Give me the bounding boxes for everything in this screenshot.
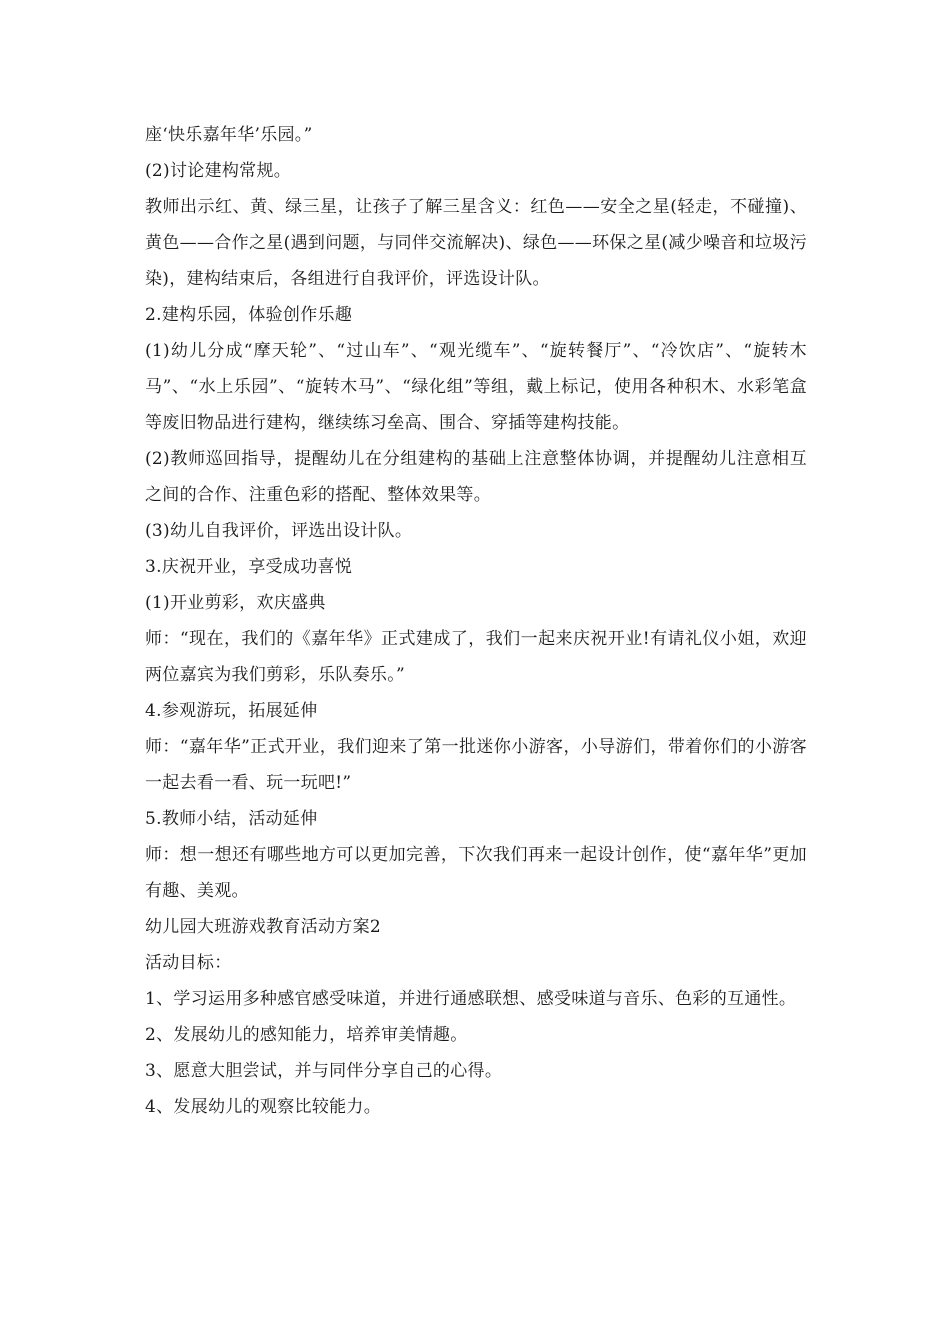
paragraph-teacher-speech-opening: 师：“现在，我们的《嘉年华》正式建成了，我们一起来庆祝开业!有请礼仪小姐，欢迎两位嘉宾为我们剪彩，乐队奏乐。” (145, 629, 807, 685)
section-heading-build: 2.建构乐园，体验创作乐趣 (145, 305, 353, 325)
plan-title-2: 幼儿园大班游戏教育活动方案2 (145, 917, 382, 937)
document-body (145, 117, 807, 1125)
section-heading-celebrate: 3.庆祝开业，享受成功喜悦 (145, 557, 353, 577)
paragraph-three-stars: 教师出示红、黄、绿三星，让孩子了解三星含义：红色——安全之星(轻走，不碰撞)、黄色——合作之星(遇到问题，与同伴交流解决)、绿色——环保之星(减少噪音和垃圾污染)，建构结束后，各组进行自我评价，评选设计队。 (145, 197, 807, 289)
goal-item-2: 2、发展幼儿的感知能力，培养审美情趣。 (145, 1025, 468, 1045)
paragraph-teacher-speech-visit: 师：“嘉年华”正式开业，我们迎来了第一批迷你小游客，小导游们，带着你们的小游客一起去看一看、玩一玩吧!” (145, 737, 807, 793)
goal-item-4: 4、发展幼儿的观察比较能力。 (145, 1097, 382, 1117)
paragraph-teacher-guidance: (2)教师巡回指导，提醒幼儿在分组建构的基础上注意整体协调，并提醒幼儿注意相互之间的合作、注重色彩的搭配、整体效果等。 (145, 449, 807, 505)
paragraph-groups: (1)幼儿分成“摩天轮”、“过山车”、“观光缆车”、“旋转餐厅”、“冷饮店”、“旋转木马”、“水上乐园”、“旋转木马”、“绿化组”等组，戴上标记，使用各种积木、水彩笔盒等废旧物品进行建构，继续练习垒高、围合、穿插等建构技能。 (145, 341, 807, 433)
paragraph-self-evaluation: (3)幼儿自我评价，评选出设计队。 (145, 521, 413, 541)
goal-item-3: 3、愿意大胆尝试，并与同伴分享自己的心得。 (145, 1061, 503, 1081)
paragraph-teacher-summary: 师：想一想还有哪些地方可以更加完善，下次我们再来一起设计创作，使“嘉年华”更加有趣、美观。 (145, 845, 807, 901)
paragraph-ribbon-cutting: (1)开业剪彩，欢庆盛典 (145, 593, 326, 613)
section-heading-visit: 4.参观游玩，拓展延伸 (145, 701, 318, 721)
activity-goals-heading: 活动目标： (145, 953, 232, 973)
paragraph-continuation: 座‘快乐嘉年华’乐园。” (145, 125, 313, 145)
paragraph-discuss-rules: (2)讨论建构常规。 (145, 161, 292, 181)
section-heading-summary: 5.教师小结，活动延伸 (145, 809, 318, 829)
goal-item-1: 1、学习运用多种感官感受味道，并进行通感联想、感受味道与音乐、色彩的互通性。 (145, 989, 797, 1009)
